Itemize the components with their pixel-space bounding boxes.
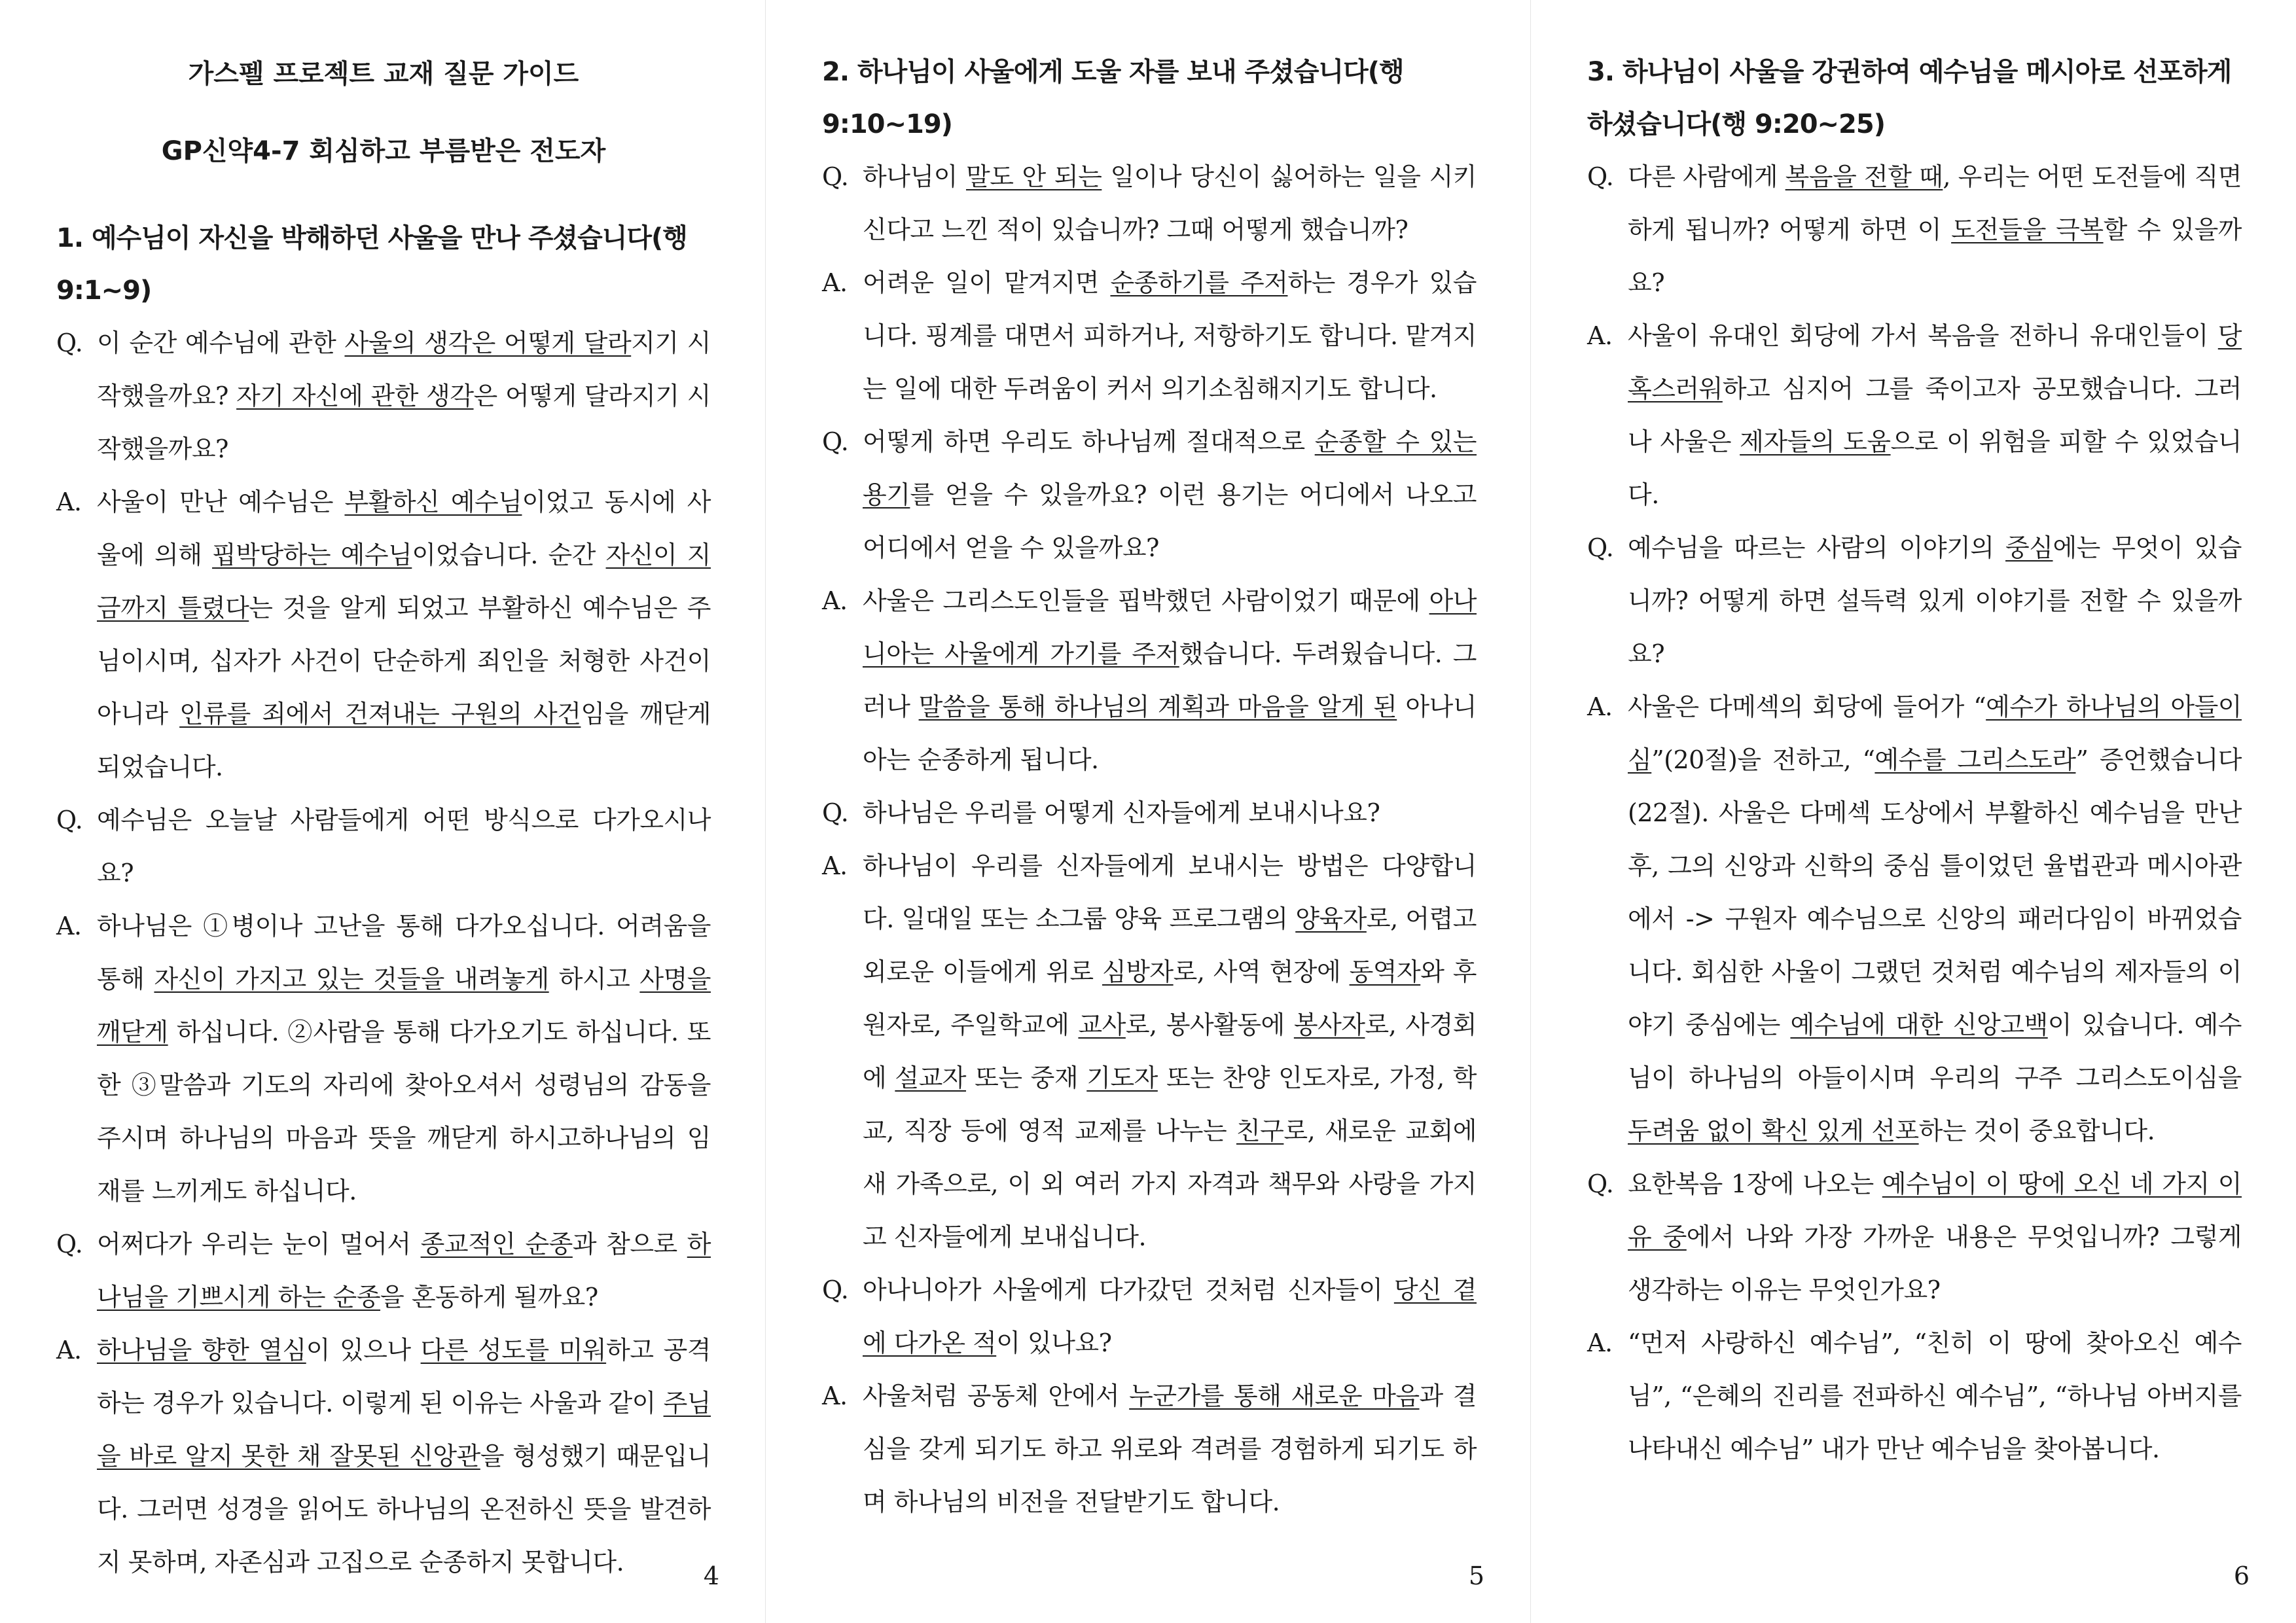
page-content <box>56 46 711 1589</box>
underlined-phrase: 동역자 <box>1349 957 1421 986</box>
answer-item <box>1587 310 2242 522</box>
underlined-phrase: 예수를 그리스도라 <box>1874 745 2076 774</box>
item-text: 하나님은 ①병이나 고난을 통해 다가오십니다. 어려움을 통해 자신이 가지고 있는 것들을 내려놓게 하시고 사명을 깨닫게 하십니다. ②사람을 통해 다가오기도 하십니다. 또한 ③말씀과 기도의 자리에 찾아오셔서 성령님의 감동을 주시며 하나님의 마음과 뜻을 깨닫게 하시고하나님의 임재를 느끼게도 하십니다. <box>97 912 711 1205</box>
answer-marker: A. <box>822 851 848 880</box>
underlined-phrase: 친구 <box>1236 1116 1284 1145</box>
answer-item <box>822 575 1477 787</box>
answer-item <box>56 476 711 794</box>
question-item <box>1587 151 2242 310</box>
answer-marker: A. <box>822 586 848 615</box>
item-text: 아나니아가 사울에게 다가갔던 것처럼 신자들이 당신 곁에 다가온 적이 있나요? <box>863 1275 1477 1357</box>
item-text: 요한복음 1장에 나오는 예수님이 이 땅에 오신 네 가지 이유 중에서 나와 가장 가까운 내용은 무엇입니까? 그렇게 생각하는 이유는 무엇인가요? <box>1628 1169 2242 1304</box>
answer-item <box>56 1324 711 1589</box>
question-marker: Q. <box>1587 533 1614 562</box>
underlined-phrase: 심방자 <box>1102 957 1174 986</box>
question-marker: Q. <box>1587 162 1614 191</box>
item-text: 어쩌다가 우리는 눈이 멀어서 종교적인 순종과 참으로 하나님을 기쁘시게 하는 순종을 혼동하게 될까요? <box>97 1230 711 1311</box>
item-text: “먼저 사랑하신 예수님”, “친히 이 땅에 찾아오신 예수님”, “은혜의 진리를 전파하신 예수님”, “하나님 아버지를 나타내신 예수님” 내가 만난 예수님을 찾아봅니다. <box>1628 1329 2242 1463</box>
question-marker: Q. <box>822 162 849 191</box>
question-marker: Q. <box>822 427 849 456</box>
item-text: 사울이 유대인 회당에 가서 복음을 전하니 유대인들이 당혹스러워하고 심지어 그를 죽이고자 공모했습니다. 그러나 사울은 제자들의 도움으로 이 위험을 피할 수 있었습니다. <box>1628 321 2242 509</box>
answer-item <box>822 1370 1477 1529</box>
item-text: 다른 사람에게 복음을 전할 때, 우리는 어떤 도전들에 직면하게 됩니까? 어떻게 하면 이 도전들을 극복할 수 있을까요? <box>1628 162 2242 297</box>
qa-list <box>1587 151 2242 1476</box>
question-item <box>56 317 711 476</box>
question-item <box>56 794 711 900</box>
underlined-phrase: 사명을 깨닫게 <box>97 965 711 1046</box>
underlined-phrase: 인류를 죄에서 건져내는 구원의 사건 <box>179 700 581 728</box>
answer-marker: A. <box>822 1382 848 1410</box>
underlined-phrase: 자기 자신에 관한 생각 <box>236 382 474 410</box>
underlined-phrase: 종교적인 순종 <box>420 1230 573 1258</box>
underlined-phrase: 아나니아는 사울에게 가기를 주저 <box>863 586 1477 668</box>
item-text: 사울이 만난 예수님은 부활하신 예수님이었고 동시에 사울에 의해 핍박당하는 예수님이었습니다. 순간 자신이 지금까지 틀렸다는 것을 알게 되었고 부활하신 예수님은 주님이시며, 십자가 사건이 단순하게 죄인을 처형한 사건이 아니라 인류를 죄에서 건져내는 구원의 사건임을 깨닫게 되었습니다. <box>97 488 711 781</box>
question-item <box>1587 522 2242 681</box>
answer-item <box>1587 681 2242 1158</box>
answer-marker: A. <box>1587 321 1613 350</box>
question-item <box>822 787 1477 840</box>
underlined-phrase: 예수가 하나님의 아들이심 <box>1628 692 2242 774</box>
underlined-phrase: 말도 안 되는 <box>965 162 1102 191</box>
item-text: 하나님이 말도 안 되는 일이나 당신이 싫어하는 일을 시키신다고 느낀 적이 있습니까? 그때 어떻게 했습니까? <box>863 162 1477 244</box>
item-text: 어려운 일이 맡겨지면 순종하기를 주저하는 경우가 있습니다. 핑계를 대면서 피하거나, 저항하기도 합니다. 맡겨지는 일에 대한 두려움이 커서 의기소침해지기도 합니다. <box>863 268 1477 403</box>
page-6 <box>1530 0 2295 1623</box>
item-text: 하나님을 향한 열심이 있으나 다른 성도를 미워하고 공격하는 경우가 있습니다. 이렇게 된 이유는 사울과 같이 주님을 바로 알지 못한 채 잘못된 신앙관을 형성했기 때문입니다. 그러면 성경을 읽어도 하나님의 온전하신 뜻을 발견하지 못하며, 자존심과 고집으로 순종하지 못합니다. <box>97 1336 711 1577</box>
section-heading: 1. 예수님이 자신을 박해하던 사울을 만나 주셨습니다(행 9:1~9) <box>56 223 687 306</box>
question-marker: Q. <box>822 798 849 827</box>
underlined-phrase: 예수님에 대한 신앙고백 <box>1790 1010 2048 1039</box>
underlined-phrase: 봉사자 <box>1293 1010 1365 1039</box>
answer-marker: A. <box>1587 1329 1613 1357</box>
answer-item <box>822 840 1477 1264</box>
page-number: 5 <box>1468 1561 1484 1590</box>
underlined-phrase: 순종하기를 주저 <box>1110 268 1288 297</box>
underlined-phrase: 핍박당하는 예수님 <box>212 541 412 569</box>
question-item <box>822 416 1477 575</box>
item-text: 어떻게 하면 우리도 하나님께 절대적으로 순종할 수 있는 용기를 얻을 수 있을까요? 이런 용기는 어디에서 나오고 어디에서 얻을 수 있을까요? <box>863 427 1477 562</box>
underlined-phrase: 말씀을 통해 하나님의 계획과 마음을 알게 된 <box>918 692 1397 721</box>
underlined-phrase: 사울의 생각은 어떻게 달라 <box>344 329 632 357</box>
answer-item <box>1587 1317 2242 1476</box>
underlined-phrase: 당혹스러워 <box>1628 321 2242 403</box>
page-5 <box>765 0 1530 1623</box>
question-item <box>822 151 1477 257</box>
question-marker: Q. <box>56 806 83 834</box>
item-text: 예수님을 따르는 사람의 이야기의 중심에는 무엇이 있습니까? 어떻게 하면 설득력 있게 이야기를 전할 수 있을까요? <box>1628 533 2242 668</box>
underlined-phrase: 자신이 가지고 있는 것들을 내려놓게 <box>154 965 549 993</box>
section-heading: 3. 하나님이 사울을 강권하여 예수님을 메시아로 선포하게 하셨습니다(행 9:20~25) <box>1587 57 2232 139</box>
qa-list <box>822 151 1477 1529</box>
page-content <box>822 46 1477 1529</box>
item-text: 예수님은 오늘날 사람들에게 어떤 방식으로 다가오시나요? <box>97 806 711 887</box>
underlined-phrase: 부활하신 예수님 <box>344 488 522 516</box>
page-number: 6 <box>2233 1561 2250 1590</box>
question-item <box>56 1218 711 1324</box>
question-marker: Q. <box>56 329 83 357</box>
underlined-phrase: 설교자 <box>895 1063 966 1092</box>
item-text: 사울은 다메섹의 회당에 들어가 “예수가 하나님의 아들이심”(20절)을 전하고, “예수를 그리스도라” 증언했습니다(22절). 사울은 다메섹 도상에서 부활하신 예수님을 만난 후, 그의 신앙과 신학의 중심 틀이었던 율법관과 메시아관에서 -> 구원자 예수님으로 신앙의 패러다임이 바뀌었습니다. 회심한 사울이 그랬던 것처럼 예수님의 제자들의 이야기 중심에는 예수님에 대한 신앙고백이 있습니다. 예수님이 하나님의 아들이시며 우리의 구주 그리스도이심을 두려움 없이 확신 있게 선포하는 것이 중요합니다. <box>1628 692 2242 1145</box>
underlined-phrase: 복음을 전할 때 <box>1785 162 1943 191</box>
underlined-phrase: 두려움 없이 확신 있게 선포 <box>1628 1116 1919 1145</box>
underlined-phrase: 도전들을 극복 <box>1951 215 2104 244</box>
answer-marker: A. <box>56 912 82 940</box>
answer-item <box>56 900 711 1218</box>
underlined-phrase: 기도자 <box>1086 1063 1158 1092</box>
item-text: 사울은 그리스도인들을 핍박했던 사람이었기 때문에 아나니아는 사울에게 가기를 주저했습니다. 두려웠습니다. 그러나 말씀을 통해 하나님의 계획과 마음을 알게 된 아나니아는 순종하게 됩니다. <box>863 586 1477 774</box>
section-heading: 2. 하나님이 사울에게 도울 자를 보내 주셨습니다(행 9:10~19) <box>822 57 1404 139</box>
underlined-phrase: 누군가를 통해 새로운 마음 <box>1129 1382 1420 1410</box>
answer-item <box>822 257 1477 416</box>
question-marker: Q. <box>822 1275 849 1304</box>
question-item <box>1587 1158 2242 1317</box>
page-content <box>1587 46 2242 1476</box>
underlined-phrase: 자신이 지금까지 틀렸다 <box>97 541 711 622</box>
answer-marker: A. <box>56 488 82 516</box>
qa-list <box>56 317 711 1589</box>
underlined-phrase: 제자들의 도움 <box>1740 427 1891 456</box>
document-title: 가스펠 프로젝트 교재 질문 가이드 <box>188 59 579 89</box>
answer-marker: A. <box>56 1336 82 1364</box>
underlined-phrase: 다른 성도를 미워 <box>420 1336 607 1364</box>
question-item <box>822 1264 1477 1370</box>
answer-marker: A. <box>1587 692 1613 721</box>
underlined-phrase: 주님을 바로 알지 못한 채 잘못된 신앙관 <box>97 1389 711 1471</box>
page-number: 4 <box>703 1561 719 1590</box>
underlined-phrase: 중심 <box>2005 533 2053 562</box>
underlined-phrase: 하나님을 기쁘시게 하는 순종 <box>97 1230 711 1311</box>
item-text: 하나님이 우리를 신자들에게 보내시는 방법은 다양합니다. 일대일 또는 소그룹 양육 프로그램의 양육자로, 어렵고 외로운 이들에게 위로 심방자로, 사역 현장에 동역자와 후원자로, 주일학교에 교사로, 봉사활동에 봉사자로, 사경회에 설교자 또는 중재 기도자 또는 찬양 인도자로, 가정, 학교, 직장 등에 영적 교제를 나누는 친구로, 새로운 교회에새 가족으로, 이 외 여러 가지 자격과 책무와 사랑을 가지고 신자들에게 보내십니다. <box>863 851 1477 1251</box>
item-text: 하나님은 우리를 어떻게 신자들에게 보내시나요? <box>863 798 1380 827</box>
document-subtitle: GP신약4-7 회심하고 부름받은 전도자 <box>161 136 606 166</box>
page-4 <box>0 0 765 1623</box>
answer-marker: A. <box>822 268 848 297</box>
underlined-phrase: 순종할 수 있는 용기 <box>863 427 1477 509</box>
item-text: 이 순간 예수님에 관한 사울의 생각은 어떻게 달라지기 시작했을까요? 자기 자신에 관한 생각은 어떻게 달라지기 시작했을까요? <box>97 329 711 463</box>
item-text: 사울처럼 공동체 안에서 누군가를 통해 새로운 마음과 결심을 갖게 되기도 하고 위로와 격려를 경험하게 되기도 하며 하나님의 비전을 전달받기도 합니다. <box>863 1382 1477 1516</box>
underlined-phrase: 당신 곁에 다가온 적 <box>863 1275 1477 1357</box>
question-marker: Q. <box>56 1230 83 1258</box>
underlined-phrase: 하나님을 향한 열심 <box>97 1336 306 1364</box>
underlined-phrase: 예수님이 이 땅에 오신 네 가지 이유 중 <box>1628 1169 2242 1251</box>
underlined-phrase: 교사 <box>1078 1010 1126 1039</box>
underlined-phrase: 양육자 <box>1295 904 1367 933</box>
question-marker: Q. <box>1587 1169 1614 1198</box>
